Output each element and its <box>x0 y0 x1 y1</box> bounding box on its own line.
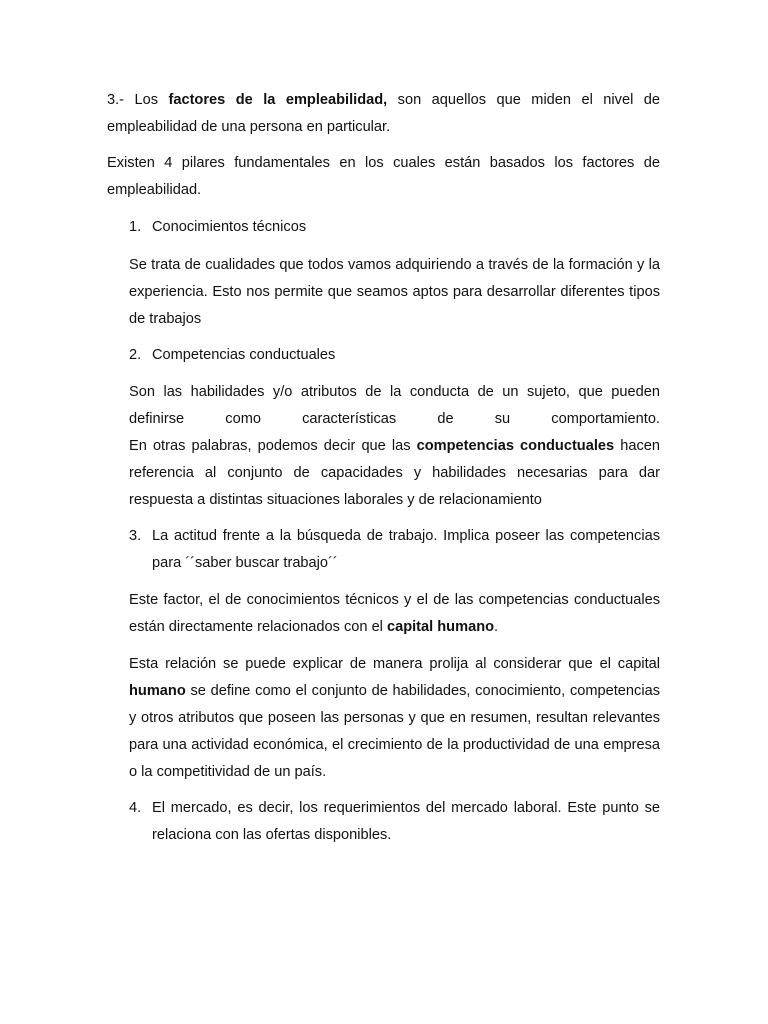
body-text: En otras palabras, podemos decir que las <box>129 438 417 454</box>
item-3-body-1 <box>129 587 660 641</box>
list-item-3 <box>129 523 660 577</box>
item-2-body-2 <box>129 433 660 514</box>
body-text: Este factor, el de conocimientos técnicos y el de las competencias conductuales están directamente relacionados con el <box>129 592 660 635</box>
body-text-cont: se define como el conjunto de habilidades, conocimiento, competencias y otros atributos que poseen las personas y que en resumen, resultan relevantes para una actividad económica, el crecimiento de la productividad de una empresa o la competitividad de un país. <box>129 683 660 780</box>
item-1-body: Se trata de cualidades que todos vamos adquiriendo a través de la formación y la experiencia. Esto nos permite que seamos aptos para desarrollar diferentes tipos de trabajos <box>129 257 660 327</box>
list-item-title: Competencias conductuales <box>152 347 336 363</box>
list-item-4 <box>129 795 660 849</box>
list-item-1 <box>129 214 660 241</box>
list-item-title: La actitud frente a la búsqueda de trabajo. Implica poseer las competencias para ´´saber buscar trabajo´´ <box>152 528 660 571</box>
body-text-cont: hacen referencia al conjunto de capacidades y habilidades necesarias para dar respuesta a distintas situaciones laborales y de relacionamiento <box>129 438 660 508</box>
body-text: Esta relación se puede explicar de manera prolija al considerar que el capital <box>129 656 660 672</box>
item-2-body-1: Son las habilidades y/o atributos de la conducta de un sujeto, que pueden definirse como características de su comportamiento. <box>129 384 660 427</box>
body-text-cont: . <box>494 619 499 635</box>
intro-text: 3.- Los <box>107 92 169 108</box>
bold-term: competencias conductuales <box>416 438 615 454</box>
list-number: 4. <box>129 800 142 816</box>
bold-term: capital humano <box>386 619 495 635</box>
item-3-body-2 <box>129 651 660 786</box>
intro-text-cont: son aquellos que miden el nivel de empleabilidad de una persona en particular. <box>107 92 661 135</box>
list-item-title: El mercado, es decir, los requerimientos del mercado laboral. Este punto se relaciona con las ofertas disponibles. <box>152 800 660 843</box>
list-number: 3. <box>129 528 142 544</box>
list-item-2 <box>129 342 660 369</box>
list-number: 1. <box>129 219 142 235</box>
list-item-title: Conocimientos técnicos <box>152 219 307 235</box>
bold-term: humano <box>129 683 186 699</box>
intro-paragraph-2: Existen 4 pilares fundamentales en los cuales están basados los factores de empleabilidad. <box>107 155 660 198</box>
intro-bold-term: factores de la empleabilidad, <box>168 92 388 108</box>
list-number: 2. <box>129 347 142 363</box>
intro-paragraph-1 <box>107 87 660 141</box>
